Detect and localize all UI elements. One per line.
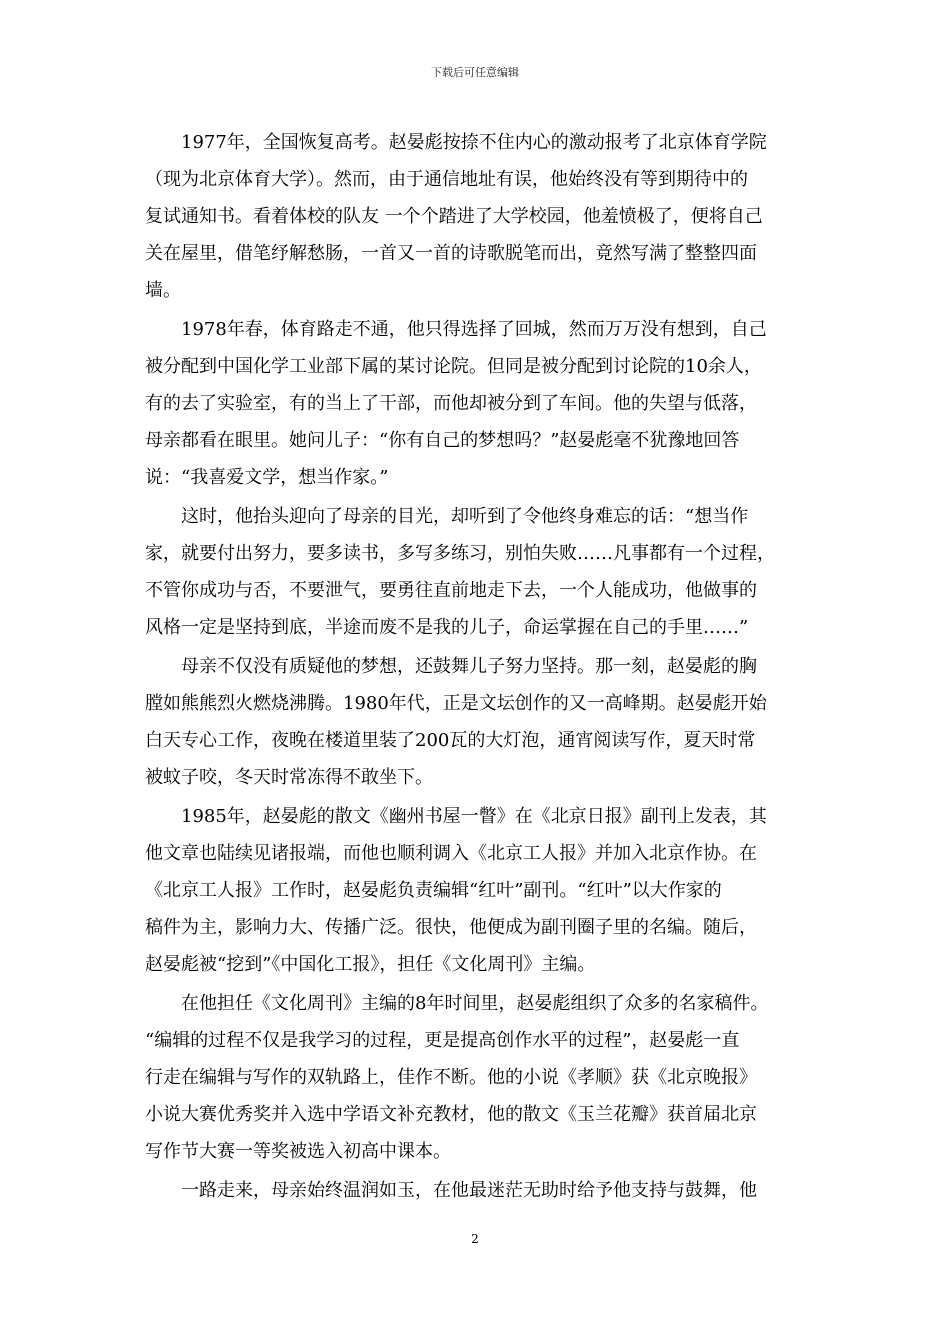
paragraph xyxy=(145,124,807,309)
text-line: “编辑的过程不仅是我学习的过程，更是提高创作水平的过程”，赵晏彪一直 xyxy=(145,1030,740,1051)
text-line: 被分配到中国化学工业部下属的某讨论院。但同是被分配到讨论院的10余人， xyxy=(145,356,762,377)
paragraph xyxy=(145,1172,807,1209)
text-line: 家，就要付出努力，要多读书，多写多练习，别怕失败……凡事都有一个过程， xyxy=(145,543,775,564)
text-line: 墙。 xyxy=(145,280,181,301)
text-line: 复试通知书。看着体校的队友 一个个踏进了大学校园，他羞愤极了，便将自己 xyxy=(145,206,763,227)
text-line: 小说大赛优秀奖并入选中学语文补充教材，他的散文《玉兰花瓣》获首届北京 xyxy=(145,1104,757,1125)
text-line: 他文章也陆续见诸报端，而他也顺利调入《北京工人报》并加入北京作协。在 xyxy=(145,843,757,864)
text-line: 写作节大赛一等奖被选入初高中课本。 xyxy=(145,1141,451,1162)
text-line: 1978年春，体育路走不通，他只得选择了回城，然而万万没有想到，自己 xyxy=(145,319,767,340)
text-line: 母亲不仅没有质疑他的梦想，还鼓舞儿子努力坚持。那一刻，赵晏彪的胸 xyxy=(145,656,757,677)
text-line: 赵晏彪被“挖到”《中国化工报》，担任《文化周刊》主编。 xyxy=(145,954,596,975)
page-number: 2 xyxy=(471,1232,479,1246)
text-line: 说：“我喜爱文学，想当作家。” xyxy=(145,467,389,488)
paragraph xyxy=(145,311,807,496)
paragraph xyxy=(145,648,807,796)
text-line: 膛如熊熊烈火燃烧沸腾。1980年代，正是文坛创作的又一高峰期。赵晏彪开始 xyxy=(145,693,767,714)
text-line: 白天专心工作，夜晚在楼道里装了200瓦的大灯泡，通宵阅读写作，夏天时常 xyxy=(145,730,756,751)
text-line: 关在屋里，借笔纾解愁肠，一首又一首的诗歌脱笔而出，竟然写满了整整四面 xyxy=(145,243,757,264)
text-line: 这时，他抬头迎向了母亲的目光，却听到了令他终身难忘的话：“想当作 xyxy=(145,506,749,527)
paragraph xyxy=(145,985,807,1170)
paragraph xyxy=(145,498,807,646)
text-line: 风格一定是坚持到底，半途而废不是我的儿子，命运掌握在自己的手里……” xyxy=(145,617,749,638)
text-line: 《北京工人报》工作时，赵晏彪负责编辑“红叶”副刊。“红叶”以大作家的 xyxy=(145,880,722,901)
text-line: 1977年，全国恢复高考。赵晏彪按捺不住内心的激动报考了北京体育学院 xyxy=(145,132,767,153)
text-line: 1985年，赵晏彪的散文《幽州书屋一瞥》在《北京日报》副刊上发表，其 xyxy=(145,806,767,827)
text-line: 有的去了实验室，有的当上了干部，而他却被分到了车间。他的失望与低落， xyxy=(145,393,757,414)
text-line: 不管你成功与否，不要泄气，要勇往直前地走下去，一个人能成功，他做事的 xyxy=(145,580,757,601)
body-text xyxy=(145,124,807,1209)
text-line: 母亲都看在眼里。她问儿子：“你有自己的梦想吗？”赵晏彪毫不犹豫地回答 xyxy=(145,430,740,451)
text-line: 在他担任《文化周刊》主编的8年时间里，赵晏彪组织了众多的名家稿件。 xyxy=(145,993,769,1014)
text-line: （现为北京体育大学）。然而，由于通信地址有误，他始终没有等到期待中的 xyxy=(145,169,748,190)
page-header: 下载后可任意编辑 xyxy=(431,66,519,79)
text-line: 行走在编辑与写作的双轨路上，佳作不断。他的小说《孝顺》获《北京晚报》 xyxy=(145,1067,757,1088)
text-line: 一路走来，母亲始终温润如玉，在他最迷茫无助时给予他支持与鼓舞，他 xyxy=(145,1180,757,1201)
text-line: 稿件为主，影响力大、传播广泛。很快，他便成为副刊圈子里的名编。随后， xyxy=(145,917,757,938)
paragraph xyxy=(145,798,807,983)
text-line: 被蚊子咬，冬天时常冻得不敢坐下。 xyxy=(145,767,433,788)
